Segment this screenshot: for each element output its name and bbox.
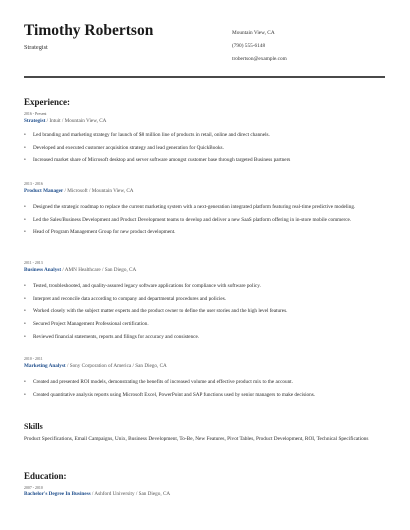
education-school: / Ashford University / San Diego, CA bbox=[90, 491, 171, 497]
contact-email[interactable]: trobertson@example.com bbox=[232, 56, 287, 62]
bullet-item: • Interpret and reconcile data according to company and departmental procedures and policies. bbox=[24, 295, 388, 303]
bullet-item: • Worked closely with the subject matter experts and the product owner to define the user stories and the high level features. bbox=[24, 307, 388, 315]
education-dates: 2007 - 2010 bbox=[24, 486, 43, 490]
bullet-item: • Designed the strategic roadmap to replace the current marketing system with a next-generation integrated platform featuring real-time predictive modeling. bbox=[24, 203, 388, 211]
job-bullets bbox=[24, 203, 388, 241]
job-position: Marketing Analyst bbox=[24, 363, 66, 369]
bullet-item: • Created quantitative analysis reports using Microsoft Excel, PowerPoint and SAP functions used by senior managers to make decisions. bbox=[24, 391, 388, 399]
education-degree: Bachelor's Degree In Business bbox=[24, 491, 91, 497]
job-title-line bbox=[24, 267, 136, 273]
contact-phone: (790) 555-6148 bbox=[232, 43, 266, 49]
job-bullets bbox=[24, 282, 388, 346]
skills-heading: Skills bbox=[24, 422, 43, 431]
experience-heading: Experience: bbox=[24, 97, 70, 107]
candidate-name: Timothy Robertson bbox=[24, 22, 154, 39]
bullet-item: • Secured Project Management Professional certification. bbox=[24, 320, 388, 328]
education-heading: Education: bbox=[24, 471, 67, 481]
bullet-item: • Head of Program Management Group for new product development. bbox=[24, 228, 388, 236]
bullet-item: • Created and presented ROI models, demonstrating the benefits of increased volume and effective product mix to the account. bbox=[24, 378, 388, 386]
contact-location: Mountain View, CA bbox=[232, 30, 275, 36]
job-bullets bbox=[24, 131, 388, 169]
bullet-item: • Increased market share of Microsoft desktop and server software amongst customer base through targeted Business partners bbox=[24, 156, 388, 164]
job-title-line bbox=[24, 363, 167, 369]
job-dates: 2010 - 2011 bbox=[24, 357, 43, 361]
bullet-item: • Tested, troubleshooted, and quality-assured legacy software applications for compliance with software policy. bbox=[24, 282, 388, 290]
job-company: / Intuit / Mountain View, CA bbox=[45, 118, 107, 124]
bullet-item: • Developed and executed customer acquisition strategy and lead generation for QuickBooks. bbox=[24, 144, 388, 152]
skills-list: Product Specifications, Email Campaigns, Unix, Business Development, To-Be, New Features, Pivot Tables, Product Development, ROI, Technical Specifications bbox=[24, 436, 369, 442]
bullet-item: • Led branding and marketing strategy for launch of $8 million line of products in retail, online and direct channels. bbox=[24, 131, 388, 139]
job-dates: 2016 - Present bbox=[24, 112, 47, 116]
header-divider bbox=[24, 76, 385, 78]
bullet-item: • Reviewed financial statements, reports and filings for accuracy and consistence. bbox=[24, 333, 388, 341]
job-position: Strategist bbox=[24, 118, 46, 124]
job-title-line bbox=[24, 188, 134, 194]
education-line bbox=[24, 491, 170, 497]
job-dates: 2011 - 2013 bbox=[24, 261, 43, 265]
job-bullets bbox=[24, 378, 388, 403]
job-title-line bbox=[24, 118, 106, 124]
bullet-item: • Led the Sales/Business Development and Product Development teams to develop and deliver a new SaaS platform offering in in-store mobile commerce. bbox=[24, 216, 388, 224]
job-company: / Sony Corporation of America / San Diego, CA bbox=[65, 363, 167, 369]
job-company: / Microsoft / Mountain View, CA bbox=[63, 188, 134, 194]
job-company: / AMN Healthcare / San Diego, CA bbox=[61, 267, 137, 273]
job-position: Business Analyst bbox=[24, 267, 62, 273]
job-position: Product Manager bbox=[24, 188, 64, 194]
job-dates: 2013 - 2016 bbox=[24, 182, 43, 186]
candidate-title: Strategist bbox=[24, 44, 48, 51]
